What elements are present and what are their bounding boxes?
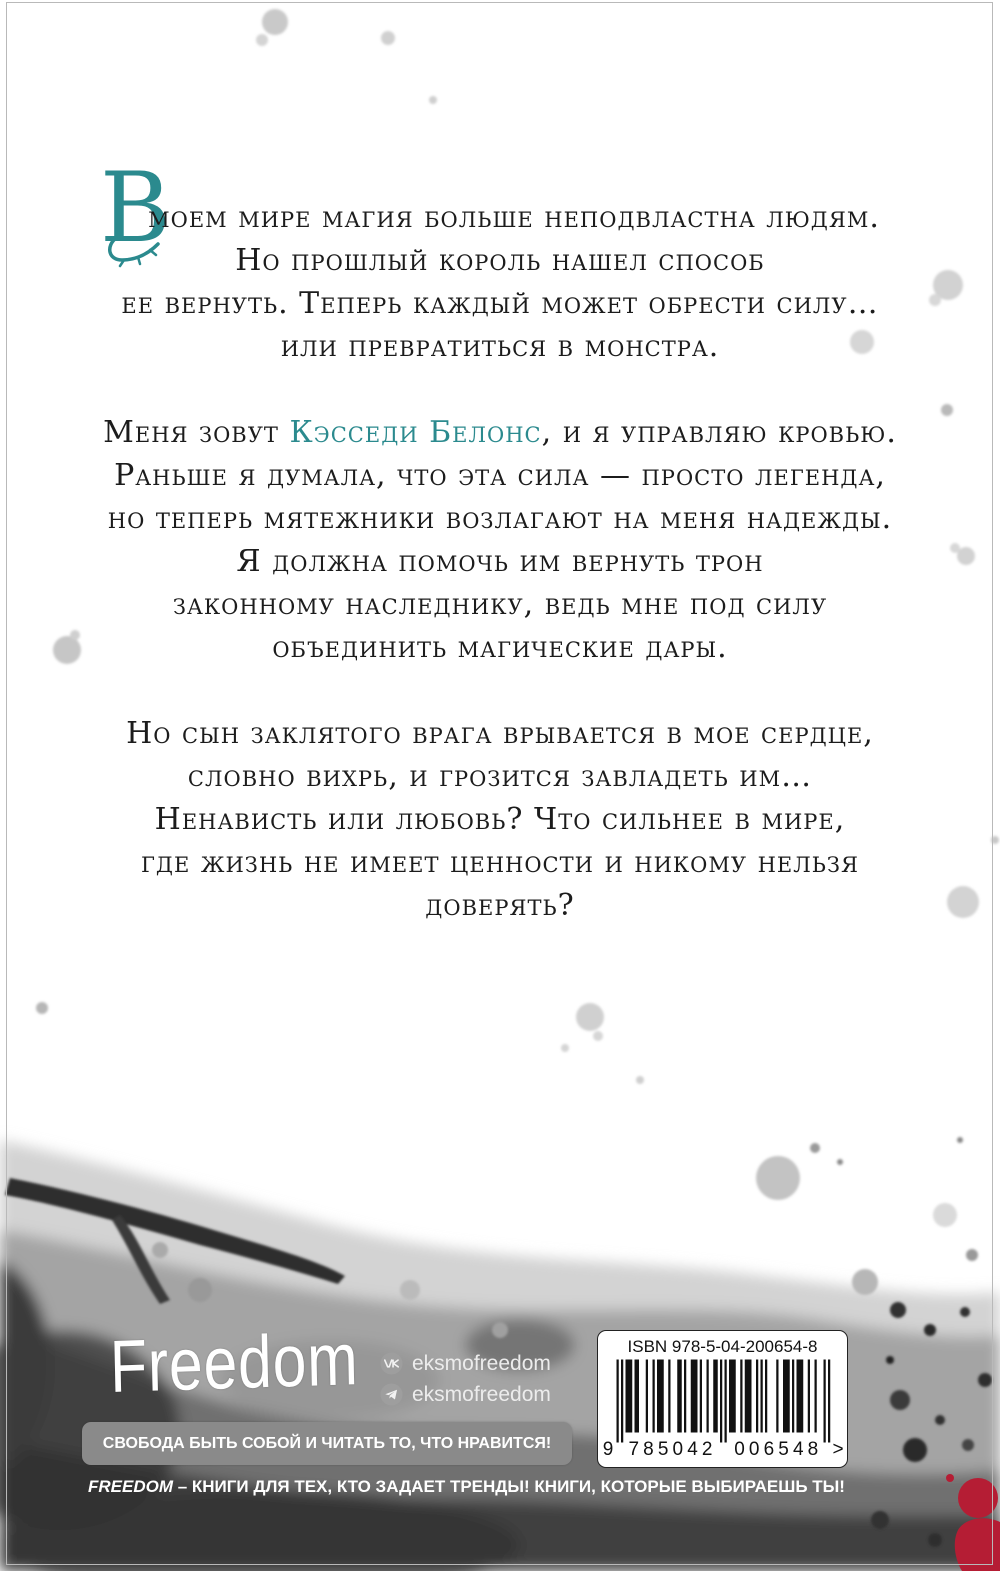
ink-splatter <box>561 1044 569 1052</box>
blurb-text: Меня зовут <box>103 415 290 450</box>
ink-splatter <box>903 1438 927 1462</box>
freedom-logo: Freedom <box>109 1317 360 1408</box>
barcode-bar <box>684 1360 686 1433</box>
red-ink-drip <box>955 1518 1000 1571</box>
barcode-bar <box>828 1360 830 1443</box>
barcode-bar <box>621 1360 623 1443</box>
ink-splatter <box>262 9 288 35</box>
social-row-telegram <box>380 1379 551 1410</box>
tagline-banner: СВОБОДА БЫТЬ СОБОЙ И ЧИТАТЬ ТО, ЧТО НРАВИТСЯ! <box>82 1422 572 1465</box>
barcode-bar <box>792 1360 794 1433</box>
ink-splatter <box>966 1249 978 1261</box>
vk-handle: eksmofreedom <box>412 1351 551 1375</box>
barcode-bar <box>729 1360 736 1433</box>
ink-splatter <box>871 1511 889 1529</box>
imprint-slogan <box>88 1476 845 1498</box>
barcode-bar <box>776 1360 778 1433</box>
barcode-graphic <box>598 1331 846 1466</box>
barcode-bar <box>745 1360 752 1433</box>
isbn-label: ISBN 978-5-04-200654-8 <box>627 1337 818 1356</box>
ink-splatter <box>429 96 437 104</box>
barcode-bar <box>725 1360 727 1443</box>
barcode-bar <box>761 1360 763 1433</box>
blurb-text: , и я управляю кровью. <box>541 415 897 450</box>
ink-splatter <box>152 1242 168 1258</box>
barcode-bar <box>653 1360 655 1433</box>
blurb-paragraph <box>0 712 1000 927</box>
ink-splatter <box>837 1159 843 1165</box>
blurb-paragraph <box>0 411 1000 669</box>
ink-splatter <box>852 1269 878 1295</box>
barcode-bar <box>700 1360 702 1433</box>
ink-splatter <box>962 1439 974 1451</box>
telegram-icon <box>380 1383 403 1406</box>
ink-splatter <box>636 1076 644 1084</box>
ink-splatter <box>928 1533 942 1547</box>
blurb-paragraph <box>0 196 1000 368</box>
barcode-bar <box>626 1360 633 1433</box>
ink-splatter <box>400 1280 420 1300</box>
barcode-bar <box>756 1360 758 1433</box>
ink-splatter <box>935 1415 945 1425</box>
telegram-handle: eksmofreedom <box>412 1382 551 1406</box>
ink-splatter <box>957 1137 963 1143</box>
red-ink-drop <box>946 1474 954 1482</box>
barcode-bar <box>707 1360 709 1433</box>
barcode-bar <box>668 1360 670 1433</box>
blurb-line: Раньше я думала, что эта сила — просто легенда, <box>114 458 886 493</box>
barcode-bar <box>677 1360 682 1433</box>
social-row-vk <box>380 1348 551 1379</box>
slogan-text: – КНИГИ ДЛЯ ТЕХ, КТО ЗАДАЕТ ТРЕНДЫ! КНИГИ, КОТОРЫЕ ВЫБИРАЕШЬ ТЫ! <box>173 1477 845 1496</box>
ink-splatter <box>924 1324 936 1336</box>
blurb-line: моем мире магия больше неподвластна людям. <box>148 200 880 235</box>
blurb-line: или превратиться в монстра. <box>280 329 720 364</box>
barcode-bar <box>657 1360 664 1433</box>
barcode-bar <box>740 1360 742 1433</box>
blurb-line: но теперь мятежники возлагают на меня надежды. <box>107 501 893 536</box>
blurb-line: Но сын заклятого врага врывается в мое сердце, <box>126 716 874 751</box>
blurb-line: объединить магические дары. <box>272 630 728 665</box>
blurb-line: Но прошлый король нашел способ <box>235 243 765 278</box>
blurb <box>0 196 1000 970</box>
slogan-brand: FREEDOM <box>88 1477 173 1496</box>
barcode-bar <box>617 1360 619 1443</box>
drop-cap: В <box>100 152 171 264</box>
ink-splatter <box>756 1156 800 1200</box>
barcode-bar <box>815 1360 817 1433</box>
blurb-line: Я должна помочь им вернуть трон <box>236 544 764 579</box>
barcode-bar <box>720 1360 722 1443</box>
vk-icon <box>380 1352 403 1375</box>
barcode-bar <box>765 1360 767 1433</box>
social-links <box>380 1348 551 1410</box>
ink-splatter <box>886 1356 894 1364</box>
barcode-bar <box>797 1360 804 1433</box>
blurb-line: законному наследнику, ведь мне под силу <box>172 587 828 622</box>
blurb-line: доверять? <box>425 888 575 923</box>
barcode-bar <box>824 1360 826 1443</box>
heroine-name: Кэсседи Белонс <box>289 415 542 450</box>
ink-splatter <box>381 31 395 45</box>
blurb-line: ее вернуть. Теперь каждый может обрести силу… <box>121 286 879 321</box>
barcode-bar <box>646 1360 648 1433</box>
ink-splatter <box>960 1307 970 1317</box>
ink-splatter <box>188 1278 212 1302</box>
barcode-bar <box>635 1360 640 1433</box>
isbn-barcode <box>597 1330 848 1468</box>
barcode-bar <box>691 1360 698 1433</box>
blurb-line: Ненависть или любовь? Что сильнее в мире, <box>154 802 846 837</box>
barcode-bar <box>713 1360 718 1433</box>
ink-splatter <box>978 1373 992 1387</box>
barcode-bar <box>783 1360 790 1433</box>
ink-splatter <box>933 1203 957 1227</box>
barcode-quiet-zone-mark: > <box>832 1439 844 1460</box>
ink-splatter <box>36 1002 48 1014</box>
ink-splatter <box>890 1390 910 1410</box>
blurb-line <box>0 411 1000 454</box>
ink-splatter <box>810 1143 820 1153</box>
ink-splatter <box>890 1302 906 1318</box>
ink-splatter <box>593 1031 603 1041</box>
ink-splatter <box>256 34 268 46</box>
barcode-bars <box>617 1360 831 1443</box>
red-ink-drop <box>958 1478 998 1518</box>
ink-splatter <box>576 1003 604 1031</box>
ink-splatter <box>492 1322 508 1338</box>
barcode-digit-lead: 9 <box>602 1439 614 1460</box>
blurb-line: словно вихрь, и грозится завладеть им… <box>187 759 813 794</box>
barcode-bar <box>808 1360 810 1433</box>
barcode-digits-left: 785042 <box>628 1439 713 1460</box>
blurb-line: где жизнь не имеет ценности и никому нельзя <box>141 845 859 880</box>
barcode-digits-right: 006548 <box>734 1439 819 1460</box>
